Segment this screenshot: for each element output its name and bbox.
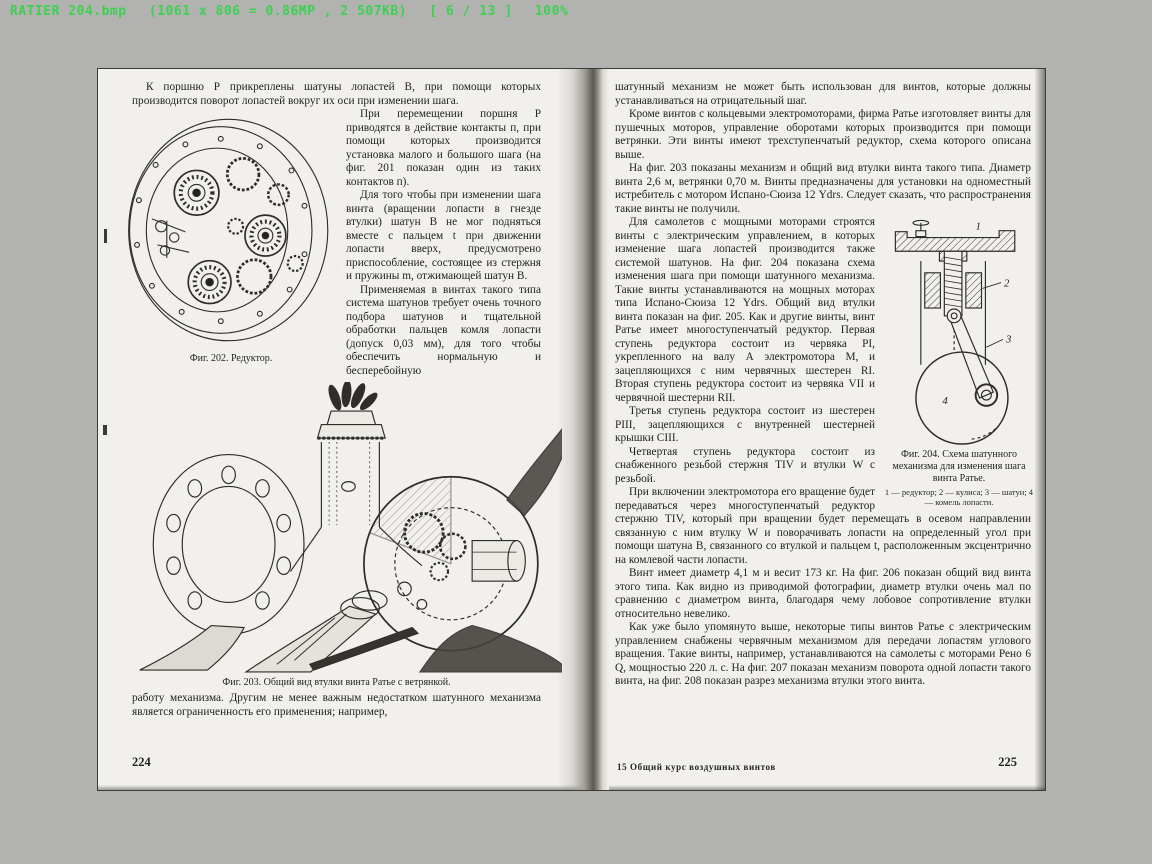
figure-202: [124, 110, 338, 365]
fig204-label-1: 1: [975, 220, 982, 233]
viewer-filename: RATIER 204.bmp: [10, 4, 127, 19]
paragraph: При перемещении поршня Р приводятся в действие контакты п, при помощи которых производится установка малого и большого шага (на фиг. 201 показан один из таких контактов п).: [346, 108, 541, 188]
page-number-225: 225: [998, 755, 1017, 769]
figure-202-caption: Фиг. 202. Редуктор.: [189, 353, 273, 364]
paragraph: Кроме винтов с кольцевыми электромоторами, фирма Ратье изготовляет винты для пушечных моторов, управление оборотами которых производится при помощи ветрянки. Эти винты имеют трехступенчатый редуктор, схема которого описана выше.: [615, 108, 1031, 161]
figure-204-caption: Фиг. 204. Схема шатунного механизма для изменения шага винта Ратье.: [892, 449, 1026, 484]
book-gutter-shadow: [557, 69, 609, 790]
paragraph-intro: К поршню Р прикреплены шатуны лопастей В, при помощи которых производится поворот лопастей вокруг их оси при изменении шага.: [132, 81, 541, 107]
paragraph: Третья ступень редуктора состоит из шестерен РIII, зацепляющихся с внутренней шестерней крышки СIII.: [615, 405, 875, 444]
viewer-title-bar: [10, 4, 582, 19]
left-page: [98, 69, 557, 790]
fig-203-hub-drawing: [132, 382, 562, 674]
paragraph-bottom: работу механизма. Другим не менее важным недостатком шатунного механизма является ограниченность его применения; например,: [132, 692, 541, 718]
paragraph: шатунный механизм не может быть использован для винтов, которые должны устанавливаться на отрицательный шаг.: [615, 81, 1031, 107]
paragraph: Применяемая в винтах такого типа система шатунов требует очень точного подбора шатунов и тщательной обработки пальцев комля лопасти (допуск 0,03 мм), для того чтобы обеспечить нормальную и бесперебойную: [346, 283, 541, 377]
figure-203-caption: Фиг. 203. Общий вид втулки винта Ратье с ветрянкой.: [222, 677, 451, 688]
page-number-224: 224: [132, 755, 151, 769]
fig204-label-2: 2: [1004, 277, 1010, 290]
paragraph: При включении электромотора его вращение будет передаваться через многоступенчатый редуктор стержню ТIV, который при вращении будет перемещать в осевом направлении связанную с ним втулку W и поворачивать лопасти на определенный угол при помощи шатуна В, связанного со втулкой и пальцем t, расположенным эксцентрично на комлевой части лопасти.: [615, 486, 1031, 566]
viewer-image-info: (1061 x 806 = 0.86MP , 2 507KB): [148, 4, 408, 19]
right-page: [609, 69, 1047, 790]
paragraph: Для самолетов с мощными моторами строятся винты с электрическим управлением, в которых изменение шага лопастей производится также системой шатунов. На фиг. 204 показана схема изменения шага при помощи шатунного механизма. Такие винты устанавливаются на мощных моторах типа Испано-Сюиза 12 Ydrs. Общий вид втулки винта показан на фиг. 205. Как и другие винты, винт Ратье имеет многоступенчатый редуктор. Первая ступень редуктора состоит из червяка РI, укрепленного на валу А электромотора М, и зацепляющихся с ним червячных шестерен RI. Вторая ступень редуктора состоит из червяка VII и червячной шестерни RII.: [615, 216, 875, 404]
fig204-label-4: 4: [942, 394, 948, 407]
paragraph: На фиг. 203 показаны механизм и общий вид втулки винта такого типа. Диаметр винта 2,6 м, ветрянки 0,70 м. Винты предназначены для установки на одноместный истребитель с мотором Испано-Сюиза 12 Ydrs. Следует сказать, что распространения такие винты не получили.: [615, 162, 1031, 215]
figure-204-legend: 1 — редуктор; 2 — кулиса; 3 — шатун; 4 — комель лопасти.: [884, 487, 1034, 507]
paragraph: Винт имеет диаметр 4,1 м и весит 173 кг. На фиг. 206 показан общий вид винта этого типа. Как видно из приводимой фотографии, диаметр втулки очень мал по сравнению с диаметром винта, благодаря чему лобовое сопротивление втулки относительно невелико.: [615, 567, 1031, 620]
figure-203: [132, 382, 541, 674]
fig-202-reducer-drawing: [124, 110, 338, 350]
paragraph: Для того чтобы при изменении шага винта (вращении лопасти в гнезде втулки) шатун В не мог подняться вместе с пальцем t при движении лопасти вверх, предусмотрено приспособление, состоящее из стержня и пружины m, отжимающей шатун В.: [346, 189, 541, 282]
fig-204-schematic-drawing: [885, 218, 1033, 446]
figure-204: [883, 218, 1035, 507]
paragraph: Четвертая ступень редуктора состоит из снабженного резьбой стержня ТIV и втулки W с резьбой.: [615, 445, 875, 485]
viewer-position-counter: [ 6 / 13 ]: [429, 4, 513, 19]
fig204-label-3: 3: [1005, 333, 1012, 346]
scanned-page-image[interactable]: [97, 68, 1046, 791]
viewer-zoom-level: 100%: [534, 4, 569, 19]
footer-edition-note: 15 Общий курс воздушных винтов: [617, 762, 776, 772]
paragraph: Как уже было упомянуто выше, некоторые типы винтов Ратье с электрическим управлением снабжены червячным механизмом для передачи лопастям углового вращения. Такие винты, например, устанавливаются на самолеты с моторами Рено 6 Q, мощностью 220 л. с. На фиг. 207 показан механизм поворота одной лопасти такого винта, на фиг. 208 показан разрез механизма втулки этого винта.: [615, 621, 1031, 687]
